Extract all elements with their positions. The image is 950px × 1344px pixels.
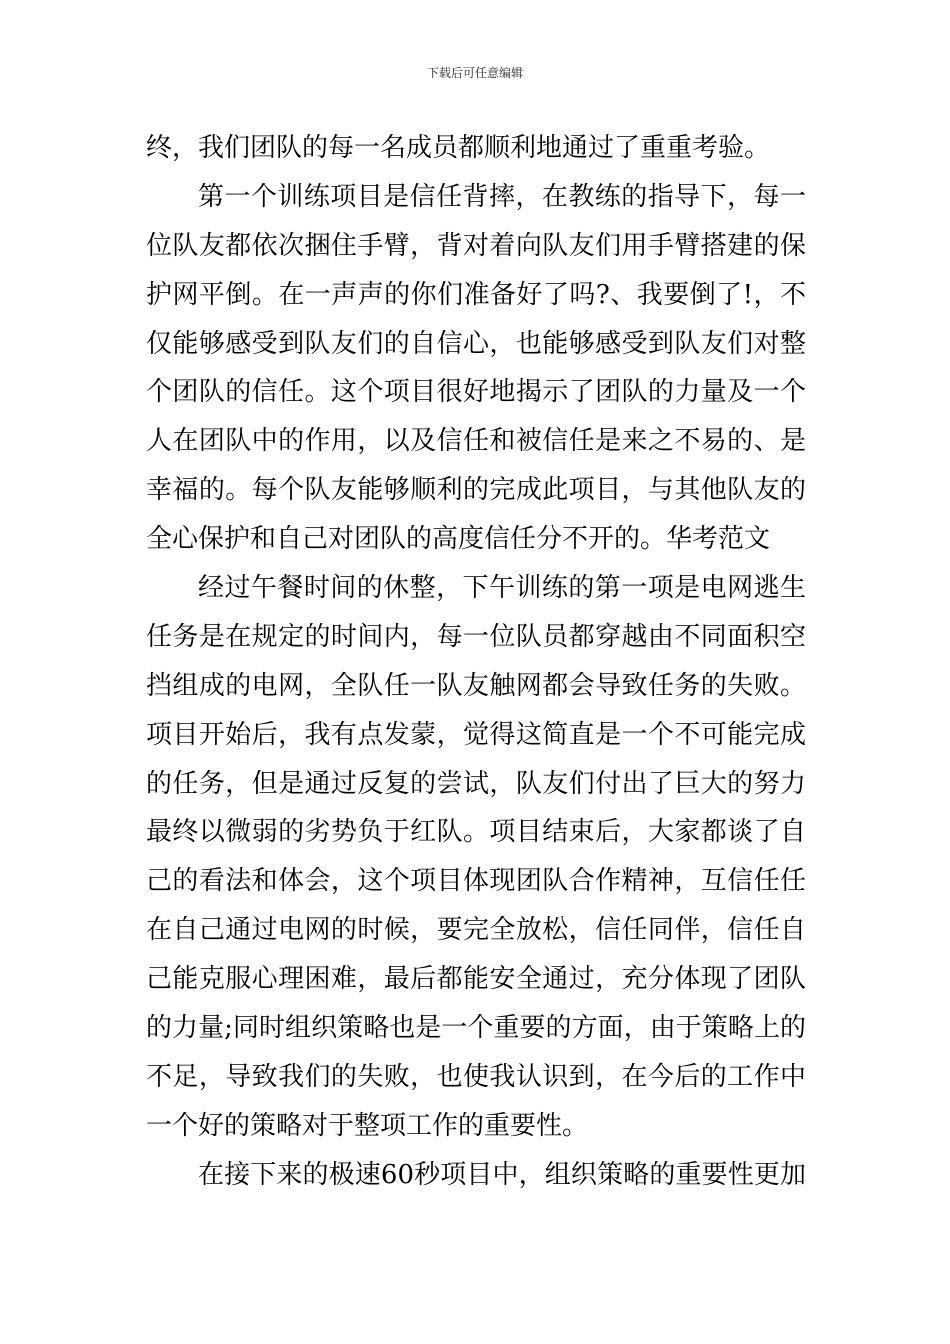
text-line: 全心保护和自己对团队的高度信任分不开的。华考范文 [146, 524, 771, 555]
text-line: 在自己通过电网的时候，要完全放松，信任同伴，信任自 [146, 915, 806, 946]
page-header: 下载后可任意编辑 [426, 66, 523, 80]
text-line: 终，我们团队的每一名成员都顺利地通过了重重考验。 [146, 133, 771, 163]
text-line: 任务是在规定的时间内，每一位队员都穿越由不同面积空 [146, 621, 806, 652]
text-line: 幸福的。每个队友能够顺利的完成此项目，与其他队友的 [146, 475, 806, 506]
text-line: 一个好的策略对于整项工作的重要性。 [146, 1110, 589, 1141]
text-line: 经过午餐时间的休整，下午训练的第一项是电网逃生 [198, 573, 806, 604]
text-line: 仅能够感受到队友们的自信心，也能够感受到队友们对整 [146, 328, 806, 359]
text-line: 的力量;同时组织策略也是一个重要的方面，由于策略上的 [146, 1013, 806, 1044]
text-line: 护网平倒。在一声声的你们准备好了吗?、我要倒了!，不 [146, 279, 806, 310]
text-line: 不足，导致我们的失败，也使我认识到，在今后的工作中 [146, 1061, 806, 1092]
text-line: 最终以微弱的劣势负于红队。项目结束后，大家都谈了自 [146, 817, 806, 848]
document-body [146, 124, 806, 1200]
text-line: 挡组成的电网，全队任一队友触网都会导致任务的失败。 [146, 670, 806, 701]
text-line: 人在团队中的作用，以及信任和被信任是来之不易的、是 [146, 426, 806, 457]
text-line: 己能克服心理困难，最后都能安全通过，充分体现了团队 [146, 964, 806, 995]
text-line: 的任务，但是通过反复的尝试，队友们付出了巨大的努力 [146, 768, 806, 799]
text-line: 己的看法和体会，这个项目体现团队合作精神，互信任任 [146, 866, 806, 897]
text-line: 位队友都依次捆住手臂，背对着向队友们用手臂搭建的保 [146, 230, 806, 261]
text-line: 第一个训练项目是信任背摔，在教练的指导下，每一 [198, 181, 806, 212]
text-line: 个团队的信任。这个项目很好地揭示了团队的力量及一个 [146, 377, 806, 408]
text-line: 在接下来的极速60秒项目中，组织策略的重要性更加 [198, 1159, 806, 1190]
text-line: 项目开始后，我有点发蒙，觉得这简直是一个不可能完成 [146, 719, 806, 750]
